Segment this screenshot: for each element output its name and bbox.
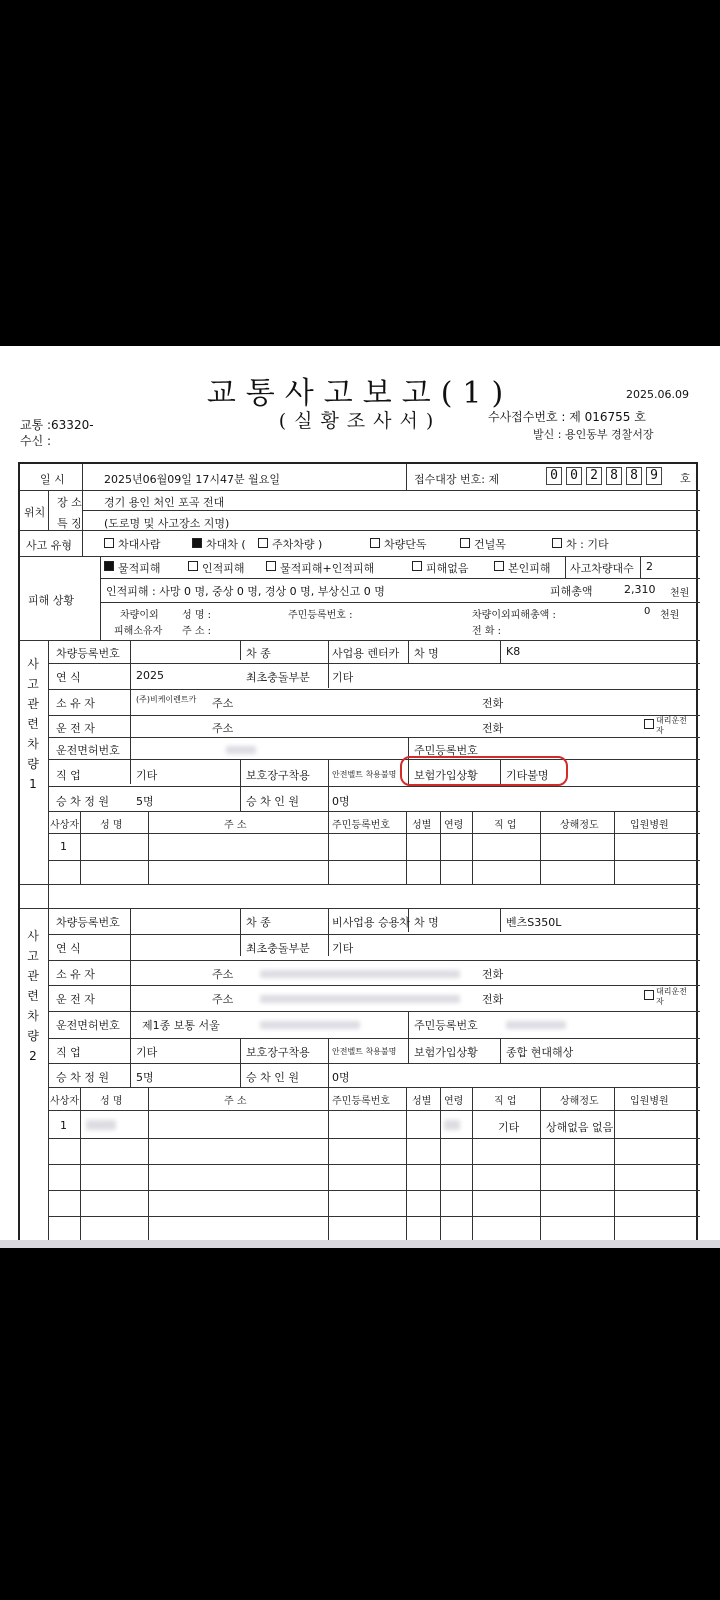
type-option-parked: 주차차량 ) (272, 538, 323, 551)
vehicle1-driver-address-label: 주소 (212, 722, 234, 735)
ledger-digit: 8 (606, 467, 622, 485)
vehicle1-owner-label: 소 유 자 (56, 697, 95, 710)
vehicle1-capacity-label: 승 차 정 원 (56, 795, 109, 808)
report-form (18, 462, 698, 1240)
type-option-crossing: 건널목 (474, 538, 506, 551)
vehicle1-th-rrn: 주민등록번호 (332, 820, 390, 831)
vehicle-count-label: 사고차량대수 (570, 562, 634, 575)
vehicle1-owner-value: (주)비케이렌트카 (136, 695, 197, 704)
vehicle1-impact-value: 기타 (332, 671, 354, 684)
type-option-vehicle: 차대차 ( (206, 538, 246, 551)
vehicle1-reg-label: 차량등록번호 (56, 647, 120, 660)
damage-label: 피해 상황 (28, 594, 75, 607)
vehicle2-th-rrn: 주민등록번호 (332, 1096, 390, 1107)
report-code: 교통 :63320- (20, 418, 94, 432)
vehicle1-riders-value: 0명 (332, 795, 350, 808)
receipt-number: 수사접수번호 : 제 016755 호 (488, 410, 646, 424)
type-checkbox-single[interactable] (370, 538, 380, 548)
vehicle2-th-address: 주 소 (224, 1096, 247, 1107)
vehicle2-owner-phone-label: 전화 (482, 968, 504, 981)
vehicle2-year-label: 연 식 (56, 942, 81, 955)
vehicle2-riders-label: 승 차 인 원 (246, 1071, 299, 1084)
vehicle2-th-name: 성 명 (100, 1096, 123, 1107)
type-option-single: 차량단독 (384, 538, 427, 551)
vehicle1-model-label: 차 명 (414, 647, 439, 660)
sender: 발신 : 용인동부 경찰서장 (533, 428, 654, 441)
vehicle1-proxy-checkbox[interactable] (644, 719, 654, 729)
human-damage-summary: 인적피해 : 사망 0 명, 중상 0 명, 경상 0 명, 부상신고 0 명 (106, 585, 385, 598)
total-damage-unit: 천원 (670, 588, 690, 599)
vehicle2-protect-label: 보호장구착용 (246, 1046, 310, 1059)
report-document (0, 346, 720, 1240)
other-owner-address-label: 주 소 : (182, 626, 212, 637)
vehicle2-side-label: 사고관련차량2 (27, 929, 39, 1063)
vehicle2-th-casualty: 사상자 (50, 1096, 79, 1107)
vehicle2-address-label: 주소 (212, 968, 234, 981)
vehicle1-insurance-value: 기타불명 (506, 769, 549, 782)
vehicle1-th-address: 주 소 (224, 820, 247, 831)
type-checkbox-crossing[interactable] (460, 538, 470, 548)
vehicle2-row1-number: 1 (60, 1119, 67, 1132)
type-option-other: 차 : 기타 (566, 538, 609, 551)
vehicle2-driver-label: 운 전 자 (56, 993, 95, 1006)
place-label: 장 소 (57, 496, 82, 509)
total-damage-value: 2,310 (624, 583, 656, 596)
vehicle2-protect-value: 안전벨트 착용불명 (332, 1047, 397, 1056)
damage-checkbox-none[interactable] (412, 561, 422, 571)
vehicle2-th-hospital: 입원병원 (630, 1096, 669, 1107)
vehicle1-th-name: 성 명 (100, 820, 123, 831)
vehicle2-th-job: 직 업 (494, 1096, 517, 1107)
vehicle1-owner-phone-label: 전화 (482, 697, 504, 710)
vehicle1-th-hospital: 입원병원 (630, 820, 669, 831)
screen-divider (0, 1240, 720, 1248)
vehicle1-th-casualty: 사상자 (50, 820, 79, 831)
vehicle1-riders-label: 승 차 인 원 (246, 795, 299, 808)
vehicle1-protect-label: 보호장구착용 (246, 769, 310, 782)
vehicle2-impact-label: 최초충돌부분 (246, 942, 310, 955)
vehicle2-capacity-value: 5명 (136, 1071, 154, 1084)
ledger-digit: 2 (586, 467, 602, 485)
damage-checkbox-human[interactable] (188, 561, 198, 571)
vehicle2-model-value: 벤츠S350L (506, 916, 562, 929)
ledger-label: 접수대장 번호: 제 (414, 473, 500, 486)
damage-checkbox-self[interactable] (494, 561, 504, 571)
other-owner-label-1: 차량이외 (120, 610, 159, 621)
vehicle1-year-label: 연 식 (56, 671, 81, 684)
other-damage-total-value: 0 (644, 606, 651, 617)
other-damage-unit: 천원 (660, 610, 680, 621)
vehicle1-side-label: 사고관련차량1 (27, 657, 39, 791)
vehicle1-rrn-label: 주민등록번호 (414, 744, 478, 757)
vehicle1-impact-label: 최초충돌부분 (246, 671, 310, 684)
type-checkbox-pedestrian[interactable] (104, 538, 114, 548)
vehicle1-capacity-value: 5명 (136, 795, 154, 808)
damage-checkbox-property[interactable] (104, 561, 114, 571)
vehicle2-kind-label: 차 종 (246, 916, 271, 929)
location-group-label: 위치 (24, 506, 46, 519)
other-owner-name-label: 성 명 : (182, 610, 212, 621)
vehicle1-kind-label: 차 종 (246, 647, 271, 660)
ledger-digit: 9 (646, 467, 662, 485)
vehicle2-insurance-label: 보험가입상황 (414, 1046, 478, 1059)
vehicle1-insurance-label: 보험가입상황 (414, 769, 478, 782)
vehicle2-row1-job: 기타 (498, 1121, 520, 1134)
vehicle2-reg-label: 차량등록번호 (56, 916, 120, 929)
vehicle1-model-value: K8 (506, 645, 521, 658)
vehicle1-job-label: 직 업 (56, 769, 81, 782)
vehicle1-job-value: 기타 (136, 769, 158, 782)
vehicle2-th-sex: 성별 (412, 1096, 432, 1107)
vehicle2-driver-phone-label: 전화 (482, 993, 504, 1006)
other-owner-label-2: 피해소유자 (114, 626, 163, 637)
accident-type-label: 사고 유형 (26, 539, 73, 552)
red-highlight-circle (400, 756, 568, 786)
vehicle1-th-job: 직 업 (494, 820, 517, 831)
vehicle2-owner-label: 소 유 자 (56, 968, 95, 981)
damage-option-human: 인적피해 (202, 562, 245, 575)
ledger-digit: 8 (626, 467, 642, 485)
vehicle2-driver-address-label: 주소 (212, 993, 234, 1006)
vehicle2-model-label: 차 명 (414, 916, 439, 929)
vehicle2-rrn-label: 주민등록번호 (414, 1019, 478, 1032)
recipient: 수신 : (20, 434, 52, 448)
vehicle1-driver-phone-label: 전화 (482, 722, 504, 735)
damage-option-none: 피해없음 (426, 562, 469, 575)
ledger-digit: 0 (566, 467, 582, 485)
vehicle2-riders-value: 0명 (332, 1071, 350, 1084)
feature-label: 특 징 (57, 517, 82, 530)
vehicle2-license-value: 제1종 보통 서울 (142, 1019, 220, 1032)
vehicle1-driver-label: 운 전 자 (56, 722, 95, 735)
feature-value: (도로명 및 사고장소 지명) (104, 517, 230, 530)
other-damage-total-label: 차량이외피해총액 : (472, 610, 556, 621)
vehicle2-row1-injury: 상해없음 없음 (546, 1121, 614, 1134)
damage-checkbox-both[interactable] (266, 561, 276, 571)
type-checkbox-other[interactable] (552, 538, 562, 548)
vehicle1-license-label: 운전면허번호 (56, 744, 120, 757)
vehicle2-proxy-label: 대리운전자 (656, 987, 687, 1006)
vehicle2-license-label: 운전면허번호 (56, 1019, 120, 1032)
vehicle2-kind-value: 비사업용 승용차 (332, 916, 410, 929)
vehicle1-year-value: 2025 (136, 669, 164, 682)
ledger-suffix: 호 (680, 472, 691, 485)
vehicle-count-value: 2 (646, 560, 653, 573)
vehicle1-th-injury: 상해정도 (560, 820, 599, 831)
document-subtitle: (실황조사서) (278, 410, 442, 432)
document-title: 교통사고보고(1) (206, 376, 514, 411)
datetime-label: 일 시 (40, 473, 65, 486)
type-option-pedestrian: 차대사람 (118, 538, 161, 551)
damage-option-property: 물적피해 (118, 562, 161, 575)
vehicle2-impact-value: 기타 (332, 942, 354, 955)
place-value: 경기 용인 처인 포곡 전대 (104, 496, 225, 509)
vehicle1-proxy-label: 대리운전자 (656, 716, 687, 735)
vehicle2-proxy-checkbox[interactable] (644, 990, 654, 1000)
vehicle2-insurance-value: 종합 현대해상 (506, 1046, 574, 1059)
vehicle1-th-sex: 성별 (412, 820, 432, 831)
type-checkbox-parked[interactable] (258, 538, 268, 548)
datetime-value: 2025년06월09일 17시47분 월요일 (104, 473, 280, 486)
other-owner-rrn-label: 주민등록번호 : (288, 610, 353, 621)
ledger-digit: 0 (546, 467, 562, 485)
report-date: 2025.06.09 (626, 388, 689, 401)
damage-option-both: 물적피해+인적피해 (280, 562, 375, 575)
vehicle2-capacity-label: 승 차 정 원 (56, 1071, 109, 1084)
damage-option-self: 본인피해 (508, 562, 551, 575)
vehicle2-job-value: 기타 (136, 1046, 158, 1059)
vehicle2-th-age: 연령 (444, 1096, 464, 1107)
vehicle1-row1-number: 1 (60, 840, 67, 853)
vehicle1-protect-value: 안전벨트 착용불명 (332, 770, 397, 779)
vehicle1-address-label: 주소 (212, 697, 234, 710)
vehicle2-job-label: 직 업 (56, 1046, 81, 1059)
other-owner-phone-label: 전 화 : (472, 626, 502, 637)
vehicle1-kind-value: 사업용 렌터카 (332, 647, 400, 660)
total-damage-label: 피해총액 (550, 585, 593, 598)
vehicle1-th-age: 연령 (444, 820, 464, 831)
type-checkbox-vehicle[interactable] (192, 538, 202, 548)
vehicle2-th-injury: 상해정도 (560, 1096, 599, 1107)
